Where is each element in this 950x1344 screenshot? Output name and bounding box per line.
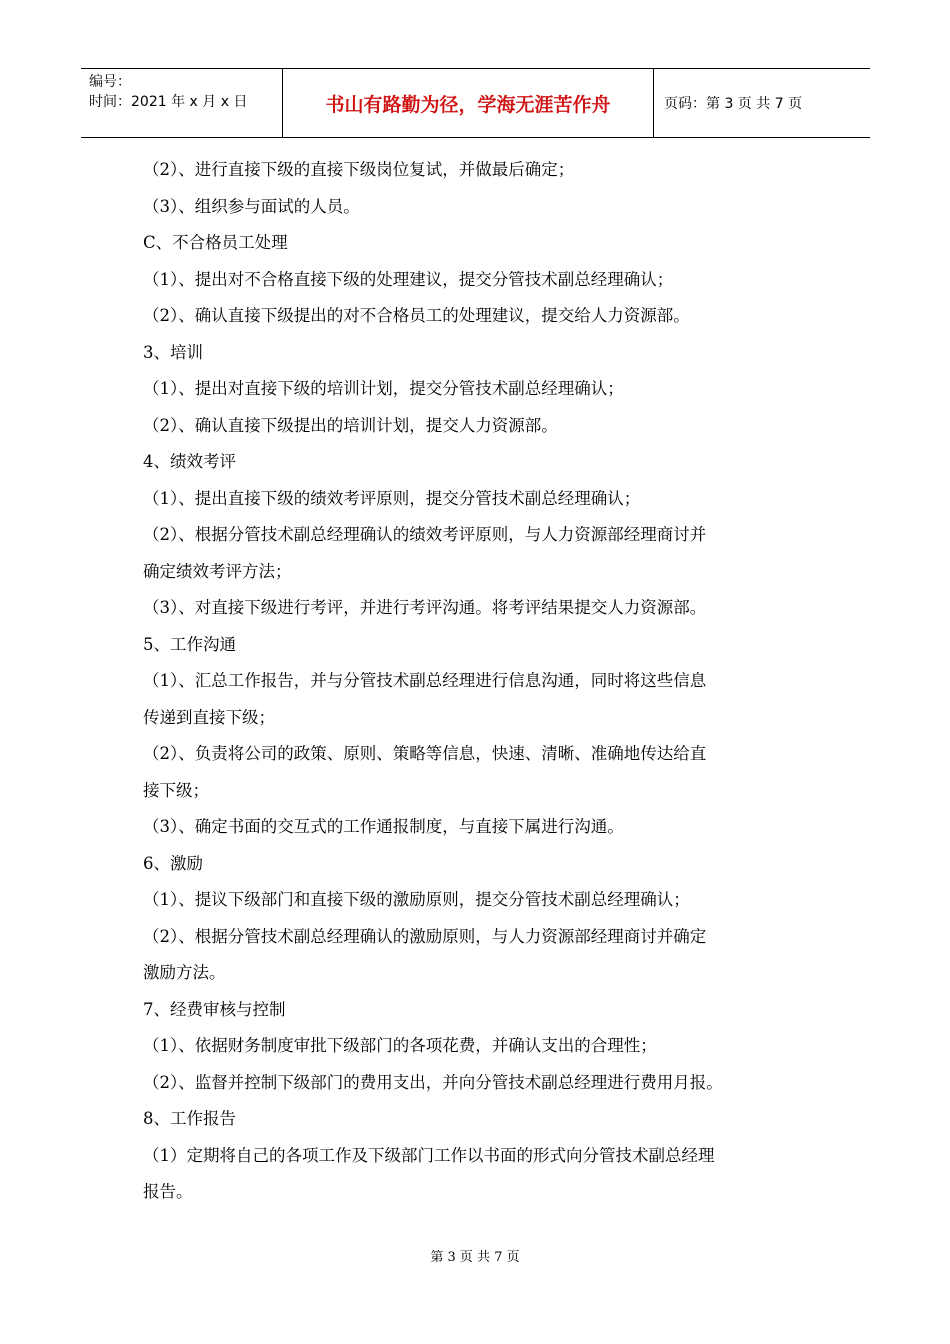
body-line: （1）、依据财务制度审批下级部门的各项花费，并确认支出的合理性； xyxy=(143,1036,657,1055)
header-motto: 书山有路勤为径，学海无涯苦作舟 xyxy=(283,69,654,137)
body-line: （2）、确认直接下级提出的培训计划，提交人力资源部。 xyxy=(143,415,558,435)
body-line: 5、工作沟通 xyxy=(143,634,236,654)
header-page-info: 页码：第 3 页 共 7 页 xyxy=(664,96,803,112)
body-line: 激励方法。 xyxy=(143,963,226,982)
body-line: （1）、提出对直接下级的培训计划，提交分管技术副总经理确认； xyxy=(143,379,624,398)
body-line: 确定绩效考评方法； xyxy=(143,561,292,581)
body-line: 传递到直接下级； xyxy=(143,707,275,727)
body-line: （2）、根据分管技术副总经理确认的激励原则，与人力资源部经理商讨并确定 xyxy=(143,926,707,946)
body-line: （2）、负责将公司的政策、原则、策略等信息，快速、清晰、准确地传达给直 xyxy=(143,744,707,763)
body-line: （3）、确定书面的交互式的工作通报制度，与直接下属进行沟通。 xyxy=(143,817,624,836)
body-line: （3）、对直接下级进行考评，并进行考评沟通。将考评结果提交人力资源部。 xyxy=(143,598,707,617)
body-line: （1）、提出直接下级的绩效考评原则，提交分管技术副总经理确认； xyxy=(143,488,641,508)
body-line: （2）、进行直接下级的直接下级岗位复试，并做最后确定； xyxy=(143,160,575,179)
body-line: 接下级； xyxy=(143,780,209,800)
body-line: 8、工作报告 xyxy=(143,1109,236,1128)
body-line: 报告。 xyxy=(143,1182,193,1201)
body-line: （2）、监督并控制下级部门的费用支出，并向分管技术副总经理进行费用月报。 xyxy=(143,1072,723,1092)
body-line: C、不合格员工处理 xyxy=(143,233,288,252)
body-line: （2）、根据分管技术副总经理确认的绩效考评原则，与人力资源部经理商讨并 xyxy=(143,525,707,544)
document-date: 时间：2021 年 x 月 x 日 xyxy=(89,94,248,110)
body-line: （3）、组织参与面试的人员。 xyxy=(143,196,360,216)
body-line: （1）定期将自己的各项工作及下级部门工作以书面的形式向分管技术副总经理 xyxy=(143,1145,715,1165)
header-meta xyxy=(81,69,283,137)
document-number-label: 编号： xyxy=(89,74,131,90)
body-line: （1）、提议下级部门和直接下级的激励原则，提交分管技术副总经理确认； xyxy=(143,890,690,909)
body-line: （2）、确认直接下级提出的对不合格员工的处理建议，提交给人力资源部。 xyxy=(143,306,690,325)
page-footer: 第 3 页 共 7 页 xyxy=(430,1250,520,1265)
body-line: 6、激励 xyxy=(143,853,203,873)
body-line: 3、培训 xyxy=(143,342,203,362)
body-line: 4、绩效考评 xyxy=(143,452,236,471)
body-line: （1）、汇总工作报告，并与分管技术副总经理进行信息沟通，同时将这些信息 xyxy=(143,671,707,690)
body-line: 7、经费审核与控制 xyxy=(143,999,286,1019)
page-header xyxy=(81,68,870,138)
body-line: （1）、提出对不合格直接下级的处理建议，提交分管技术副总经理确认； xyxy=(143,269,674,289)
document-body xyxy=(143,152,813,1211)
